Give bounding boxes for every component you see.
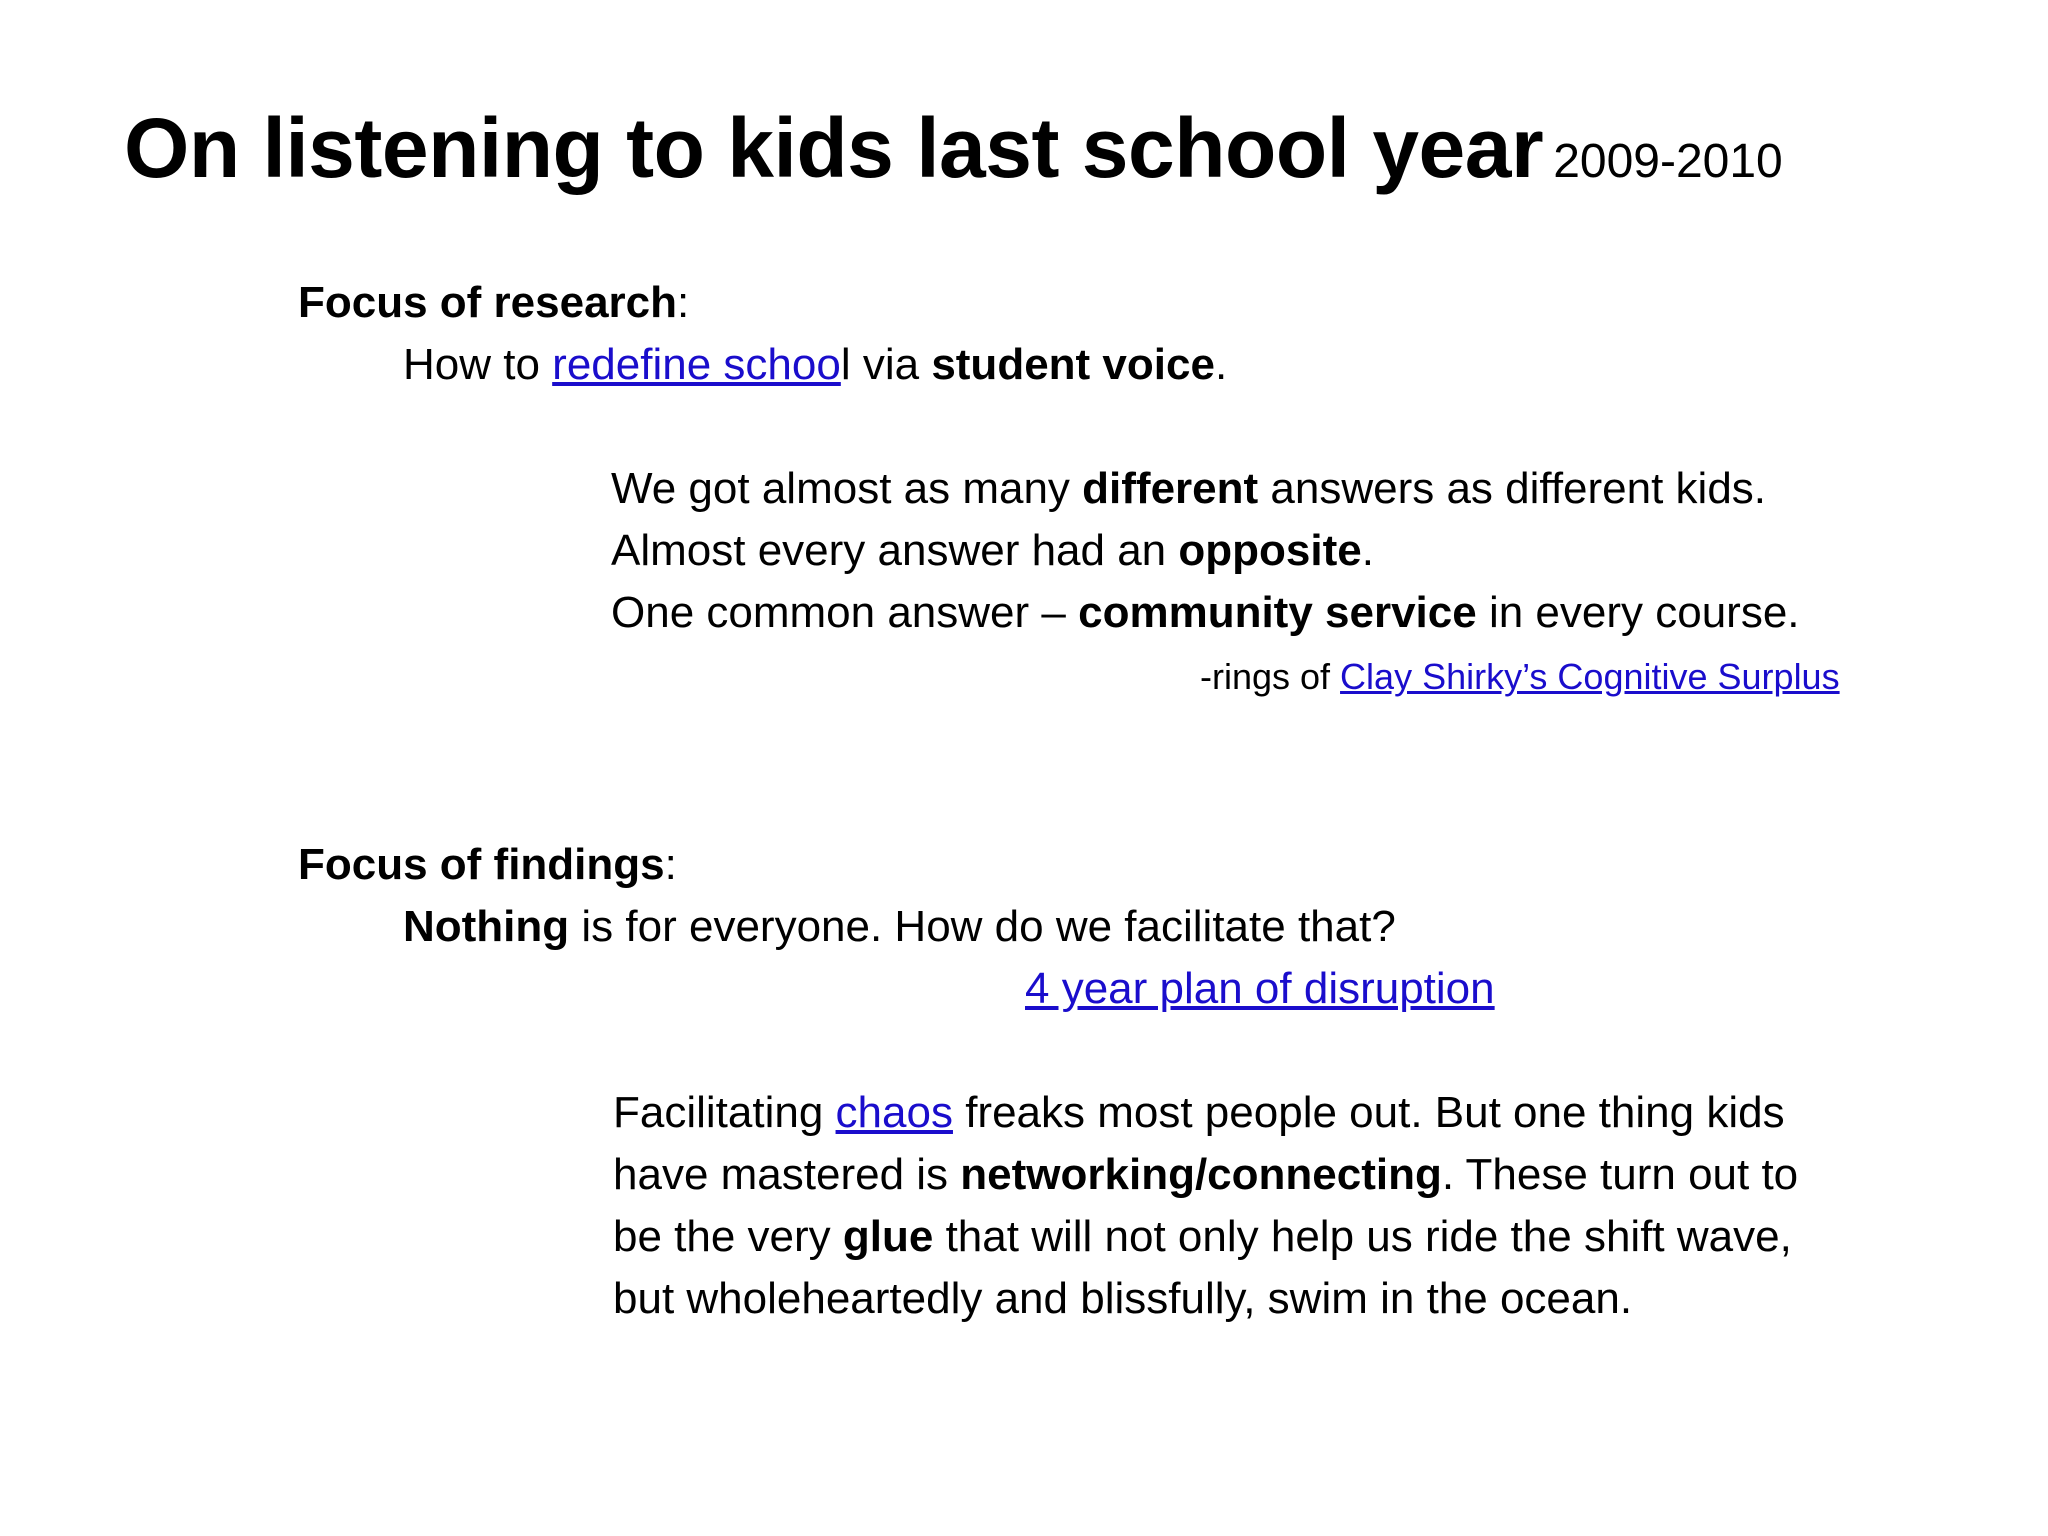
reflection-line-1 <box>613 1082 1798 1144</box>
findings-question-bold: Nothing <box>403 902 570 951</box>
findings-question-post: is for everyone. How do we facilitate that? <box>569 902 1396 951</box>
answer-1-bold: different <box>1082 464 1259 513</box>
findings-question <box>403 896 1396 958</box>
cognitive-surplus-link[interactable]: Clay Shirky’s Cognitive Surplus <box>1340 656 1840 697</box>
reflection-3-post: that will not only help us ride the shift wave, <box>933 1212 1792 1261</box>
answer-2-pre: Almost every answer had an <box>611 526 1179 575</box>
findings-heading <box>298 834 677 896</box>
chaos-link[interactable]: chaos <box>835 1088 953 1137</box>
reflection-2-bold: networking/connecting <box>960 1150 1442 1199</box>
title-years: 2009-2010 <box>1553 135 1783 188</box>
citation-pre: -rings of <box>1200 656 1341 697</box>
answer-2-bold: opposite <box>1178 526 1362 575</box>
research-answers <box>611 458 1800 644</box>
reflection-3-pre: be the very <box>613 1212 843 1261</box>
research-heading-label: Focus of research <box>298 278 678 327</box>
redefine-school-link[interactable]: redefine schoo <box>552 340 841 389</box>
answer-1-post: answers as different kids. <box>1258 464 1767 513</box>
research-question-mid: l via <box>840 340 932 389</box>
plan-line <box>1025 958 1495 1020</box>
citation <box>1200 652 1840 702</box>
answer-2-post: . <box>1361 526 1374 575</box>
research-question-pre: How to <box>403 340 553 389</box>
findings-heading-label: Focus of findings <box>298 840 665 889</box>
reflection-line-4: but wholeheartedly and blissfully, swim in the ocean. <box>613 1274 1633 1323</box>
disruption-plan-link[interactable]: 4 year plan of disruption <box>1025 964 1495 1013</box>
research-question-bold: student voice <box>931 340 1215 389</box>
reflection-line-2 <box>613 1144 1798 1206</box>
findings-reflection <box>613 1082 1798 1330</box>
reflection-2-pre: have mastered is <box>613 1150 961 1199</box>
research-question <box>403 334 1227 396</box>
findings-heading-colon: : <box>664 840 677 889</box>
research-heading-colon: : <box>677 278 690 327</box>
title-main: On listening to kids last school year <box>124 101 1544 195</box>
answer-1-pre: We got almost as many <box>611 464 1083 513</box>
reflection-1-post: freaks most people out. But one thing kids <box>952 1088 1785 1137</box>
answer-line-3 <box>611 582 1800 644</box>
answer-3-bold: community service <box>1078 588 1477 637</box>
research-heading <box>298 272 689 334</box>
answer-3-pre: One common answer – <box>611 588 1079 637</box>
reflection-2-post: . These turn out to <box>1441 1150 1799 1199</box>
answer-line-1 <box>611 458 1800 520</box>
answer-3-post: in every course. <box>1476 588 1800 637</box>
reflection-line-3 <box>613 1206 1798 1268</box>
reflection-1-pre: Facilitating <box>613 1088 836 1137</box>
research-question-end: . <box>1214 340 1228 389</box>
slide-title <box>124 100 1783 197</box>
reflection-3-bold: glue <box>842 1212 934 1261</box>
answer-line-2 <box>611 520 1800 582</box>
